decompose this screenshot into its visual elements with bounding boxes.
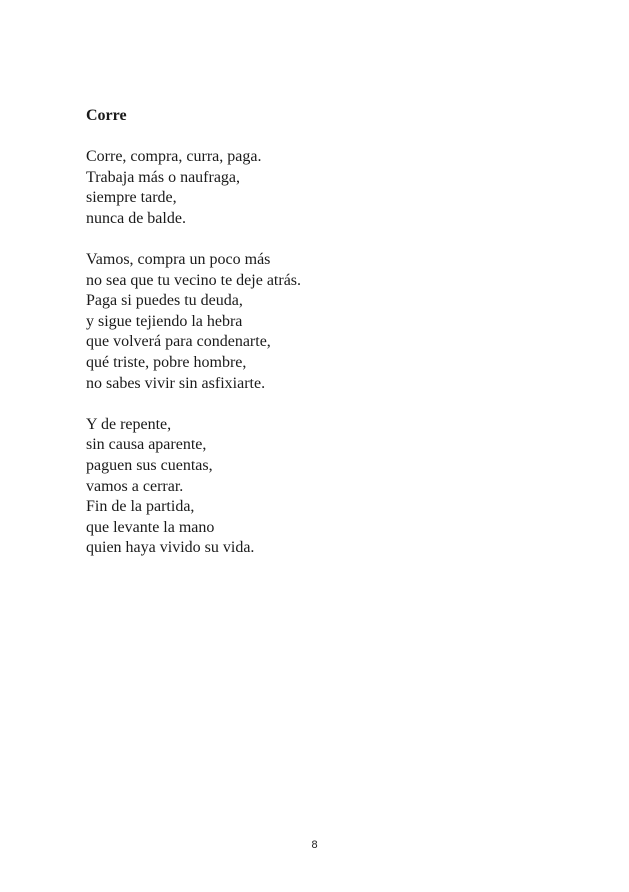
- verse-line: Trabaja más o naufraga,: [86, 168, 241, 186]
- verse-line: vamos a cerrar.: [86, 477, 184, 495]
- stanza-2: [86, 250, 566, 394]
- verse-line: Y de repente,: [86, 415, 172, 433]
- verse-line: Fin de la partida,: [86, 498, 195, 516]
- page-number: 8: [311, 839, 318, 851]
- verse-line: nunca de balde.: [86, 209, 186, 227]
- verse-line: qué triste, pobre hombre,: [86, 353, 247, 371]
- verse-line: no sabes vivir sin asfixiarte.: [86, 374, 266, 392]
- poem-body: [86, 147, 566, 579]
- stanza-3: [86, 415, 566, 559]
- stanza-1: [86, 147, 566, 229]
- verse-line: sin causa aparente,: [86, 436, 207, 454]
- verse-line: Corre, compra, curra, paga.: [86, 148, 262, 165]
- verse-line: siempre tarde,: [86, 189, 177, 207]
- poem-title: Corre: [86, 107, 127, 124]
- verse-line: paguen sus cuentas,: [86, 456, 213, 474]
- verse-line: Paga si puedes tu deuda,: [86, 292, 243, 310]
- verse-line: no sea que tu vecino te deje atrás.: [86, 271, 302, 289]
- verse-line: que volverá para condenarte,: [86, 333, 271, 351]
- verse-line: que levante la mano: [86, 518, 215, 536]
- verse-line: quien haya vivido su vida.: [86, 539, 255, 557]
- verse-line: Vamos, compra un poco más: [86, 250, 271, 268]
- verse-line: y sigue tejiendo la hebra: [86, 312, 243, 330]
